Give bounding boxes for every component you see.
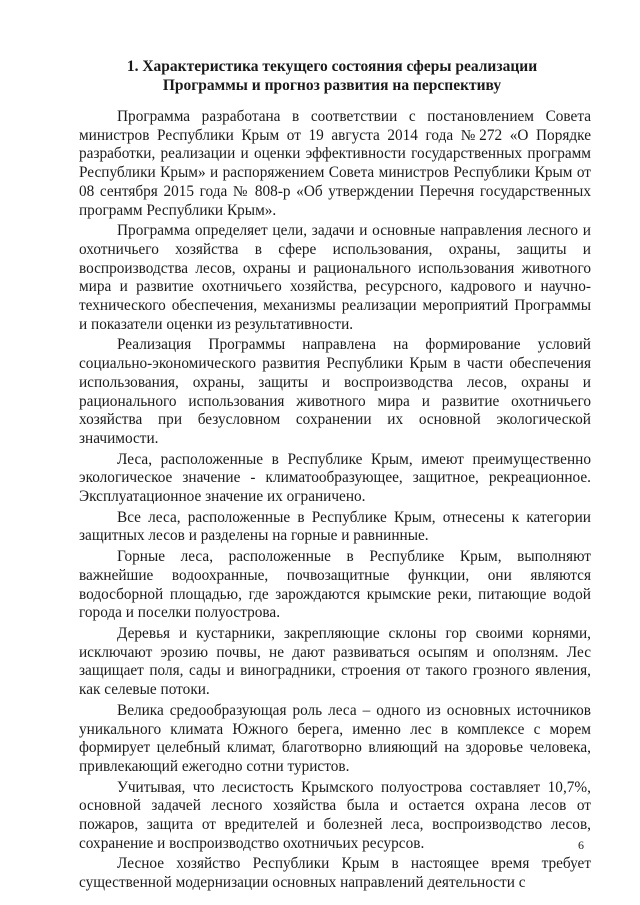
body-text <box>79 108 591 893</box>
paragraph-forest-categories: Все леса, расположенные в Республике Крым, отнесены к категории защитных лесов и разделены на горные и равнинные. <box>79 508 591 545</box>
paragraph-climate-role: Велика средообразующая роль леса – одного из основных источников уникального климата Южного берега, именно лес в комплексе с морем формирует целебный климат, благотворно влияющий на здоровье человека, привлекающий ежегодно сотни туристов. <box>79 701 591 775</box>
section-heading-line-2: Программы и прогноз развития на перспективу <box>162 77 502 94</box>
paragraph-forest-significance: Леса, расположенные в Республике Крым, имеют преимущественно экологическое значение - климатообразующее, защитное, рекреационное. Эксплуатационное значение их ограничено. <box>79 450 591 506</box>
section-heading-line-1: 1. Характеристика текущего состояния сферы реализации <box>126 58 538 75</box>
page-number: 6 <box>578 838 584 852</box>
paragraph-program-goals: Программа определяет цели, задачи и основные направления лесного и охотничьего хозяйства в сфере использования, охраны, защиты и воспроизводства лесов, охраны и рационального использования животного мира и развитие охотничьего хозяйства, ресурсного, кадрового и научно-технического обеспечения, механизмы реализации мероприятий Программы и показатели оценки из результативности. <box>79 222 591 333</box>
paragraph-modernization: Лесное хозяйство Республики Крым в настоящее время требует существенной модернизации основных направлений деятельности с <box>79 855 591 892</box>
section-heading <box>72 57 592 95</box>
paragraph-mountain-forests: Горные леса, расположенные в Республике Крым, выполняют важнейшие водоохранные, почвозащитные функции, они являются водосборной площадью, где зарождаются крымские реки, питающие водой города и поселки полуострова. <box>79 548 591 622</box>
paragraph-program-basis: Программа разработана в соответствии с постановлением Совета министров Республики Крым от 19 августа 2014 года №272 «О Порядке разработки, реализации и оценки эффективности государственных программ Республики Крым» и распоряжением Совета министров Республики Крым от 08 сентября 2015 года № 808-р «Об утверждении Перечня государственных программ Республики Крым». <box>79 108 591 219</box>
paragraph-erosion-protection: Деревья и кустарники, закрепляющие склоны гор своими корнями, исключают эрозию почвы, не дают развиваться осыпям и оползням. Лес защищает поля, сады и виноградники, строения от такого грозного явления, как селевые потоки. <box>79 624 591 699</box>
paragraph-program-implementation: Реализация Программы направлена на формирование условий социально-экономического развития Республики Крым в части обеспечения использования, охраны, защиты и воспроизводства лесов, охраны и рационального использования животного мира и развитие охотничьего хозяйства при безусловном сохранении их основной экологической значимости. <box>79 336 591 447</box>
paragraph-main-tasks: Учитывая, что лесистость Крымского полуострова составляет 10,7%, основной задачей лесного хозяйства была и остается охрана лесов от пожаров, защита от вредителей и болезней леса, воспроизводство лесов, сохранение и воспроизводство охотничьих ресурсов. <box>79 778 591 852</box>
